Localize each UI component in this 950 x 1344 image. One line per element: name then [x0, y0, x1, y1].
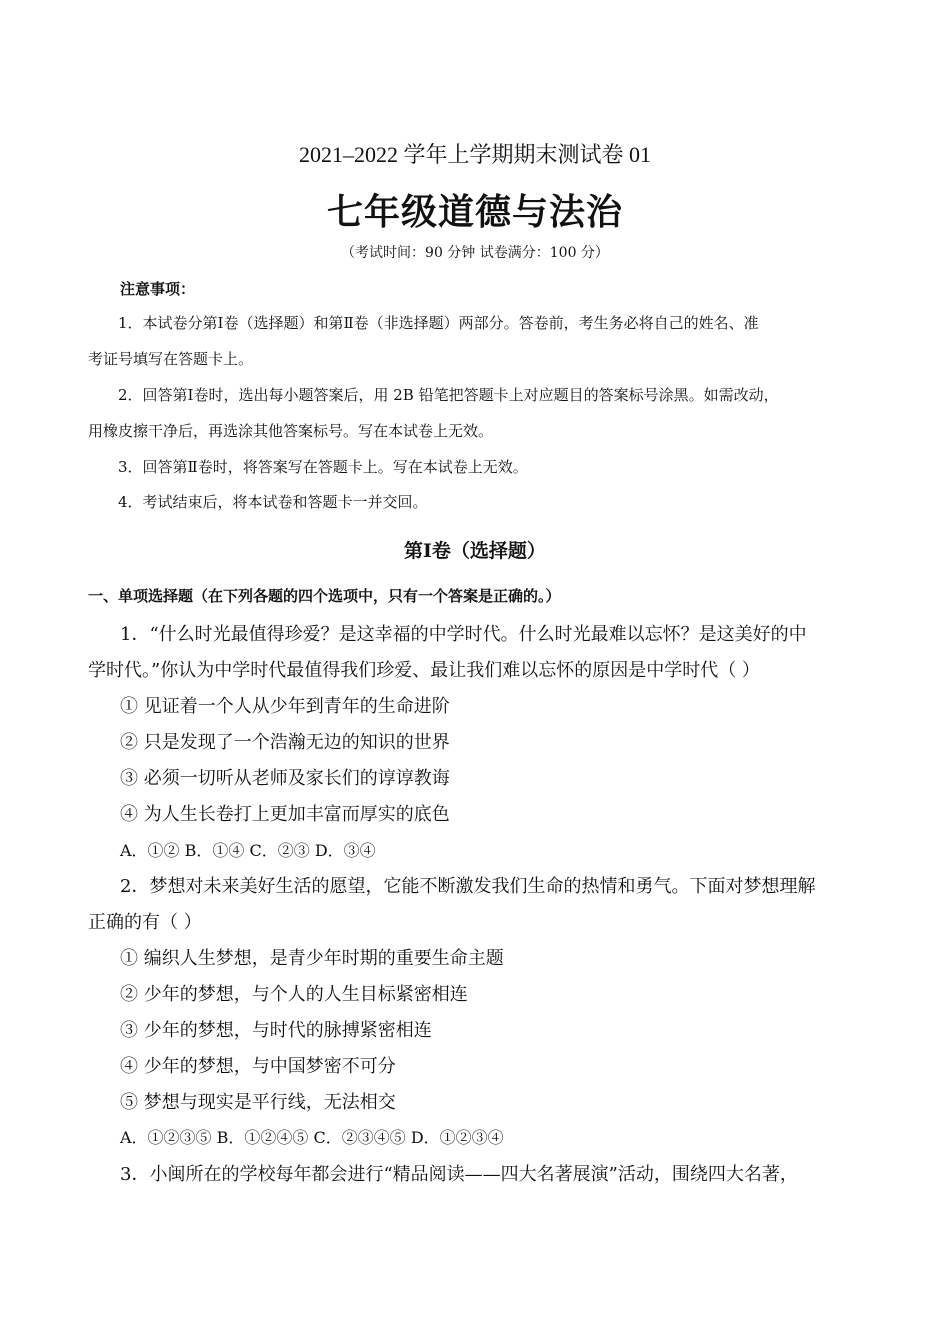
notice-item-2-cont: 用橡皮擦干净后，再选涂其他答案标号。写在本试卷上无效。	[88, 422, 494, 440]
question-1-answers: A．①② B．①④ C．②③ D．③④	[120, 841, 376, 860]
exam-duration-info: （考试时间：90 分钟 试卷满分：100 分）	[341, 245, 609, 261]
section-title: 第Ⅰ卷（选择题）	[404, 540, 546, 562]
question-3-stem: 3．小闽所在的学校每年都会进行“精品阅读——四大名著展演”活动，围绕四大名著，	[120, 1164, 798, 1185]
question-2-option: ③ 少年的梦想，与时代的脉搏紧密相连	[120, 1020, 432, 1041]
notice-item-1: 1．本试卷分第Ⅰ卷（选择题）和第Ⅱ卷（非选择题）两部分。答卷前，考生务必将自己的姓名、准	[118, 314, 759, 332]
notice-item-4: 4．考试结束后，将本试卷和答题卡一并交回。	[118, 493, 428, 511]
part-heading: 一、单项选择题（在下列各题的四个选项中，只有一个答案是正确的。）	[88, 587, 561, 605]
question-1-option: ④ 为人生长卷打上更加丰富而厚实的底色	[120, 804, 450, 825]
question-2-stem-cont: 正确的有（ ）	[88, 912, 202, 933]
question-2-option: ① 编织人生梦想，是青少年时期的重要生命主题	[120, 948, 504, 969]
question-2-stem: 2．梦想对未来美好生活的愿望，它能不断激发我们生命的热情和勇气。下面对梦想理解	[120, 876, 816, 897]
question-1-option: ② 只是发现了一个浩瀚无边的知识的世界	[120, 732, 450, 753]
notice-item-1-cont: 考证号填写在答题卡上。	[88, 350, 254, 368]
question-2-option: ⑤ 梦想与现实是平行线，无法相交	[120, 1092, 396, 1113]
question-1-stem-cont: 学时代。”你认为中学时代最值得我们珍爱、最让我们难以忘怀的原因是中学时代（ ）	[88, 660, 760, 681]
notice-item-3: 3．回答第Ⅱ卷时，将答案写在答题卡上。写在本试卷上无效。	[118, 458, 528, 476]
question-2-option: ④ 少年的梦想，与中国梦密不可分	[120, 1056, 396, 1077]
question-2-option: ② 少年的梦想，与个人的人生目标紧密相连	[120, 984, 468, 1005]
notice-item-2: 2．回答第Ⅰ卷时，选出每小题答案后，用 2B 铅笔把答题卡上对应题目的答案标号涂黑。如需改动，	[118, 386, 779, 404]
notice-title: 注意事项：	[120, 280, 196, 298]
exam-year-title: 2021–2022 学年上学期期末测试卷 01	[298, 142, 651, 167]
question-1-option: ③ 必须一切听从老师及家长们的谆谆教诲	[120, 768, 450, 789]
question-1-stem: 1．“什么时光最值得珍爱？是这幸福的中学时代。什么时光最难以忘怀？是这美好的中	[120, 624, 807, 645]
question-1-option: ① 见证着一个人从少年到青年的生命进阶	[120, 696, 450, 717]
question-2-answers: A．①②③⑤ B．①②④⑤ C．②③④⑤ D．①②③④	[120, 1128, 504, 1147]
exam-subject-title: 七年级道德与法治	[326, 191, 623, 233]
